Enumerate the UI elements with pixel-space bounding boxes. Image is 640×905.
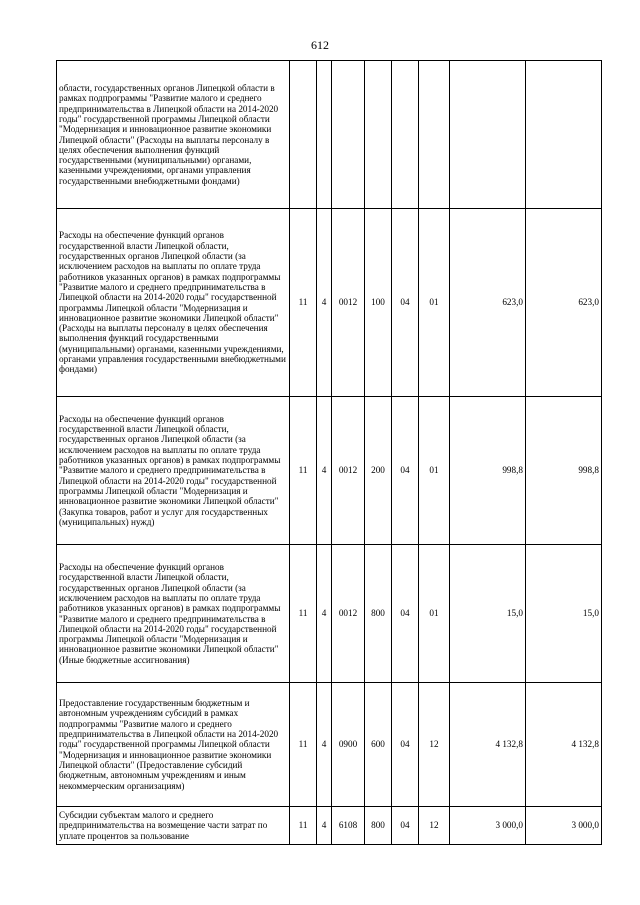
cell-code-5 <box>392 61 419 209</box>
cell-code-6: 01 <box>419 209 450 397</box>
cell-code-1 <box>290 61 317 209</box>
cell-amount-1: 15,0 <box>450 545 526 683</box>
cell-code-1: 11 <box>290 545 317 683</box>
cell-code-5: 04 <box>392 683 419 807</box>
cell-code-1: 11 <box>290 683 317 807</box>
cell-code-1: 11 <box>290 807 317 845</box>
cell-code-2: 4 <box>317 683 332 807</box>
cell-amount-1: 3 000,0 <box>450 807 526 845</box>
cell-amount-2 <box>526 61 602 209</box>
cell-code-4: 800 <box>365 545 392 683</box>
budget-table <box>56 60 602 845</box>
cell-code-6: 12 <box>419 807 450 845</box>
row-description: Предоставление государственным бюджетным и автономным учреждениям субсидий в рамках подпрограммы "Развитие малого и среднего предпринимательства в Липецкой области на 2014-2020 годы" государственной программы Липецкой области "Модернизация и инновационное развитие экономики Липецкой области" (Предоставление субсидий бюджетным, автономным учреждениям и иным некоммерческим организациям) <box>57 683 290 807</box>
table-row <box>57 683 602 807</box>
table-row <box>57 807 602 845</box>
cell-amount-2: 15,0 <box>526 545 602 683</box>
row-description: Расходы на обеспечение функций органов государственной власти Липецкой области, государственных органов Липецкой области (за исключением расходов на выплаты по оплате труда работников указанных органов) в рамках подпрограммы "Развитие малого и среднего предпринимательства в Липецкой области на 2014-2020 годы" государственной программы Липецкой области "Модернизация и инновационное развитие экономики Липецкой области" (Иные бюджетные ассигнования) <box>57 545 290 683</box>
cell-code-5: 04 <box>392 545 419 683</box>
page-number: 612 <box>311 38 329 52</box>
row-description: Расходы на обеспечение функций органов государственной власти Липецкой области, государственных органов Липецкой области (за исключением расходов на выплаты по оплате труда работников указанных органов) в рамках подпрограммы "Развитие малого и среднего предпринимательства в Липецкой области на 2014-2020 годы" государственной программы Липецкой области "Модернизация и инновационное развитие экономики Липецкой области" (Закупка товаров, работ и услуг для государственных (муниципальных) нужд) <box>57 397 290 545</box>
cell-code-4: 200 <box>365 397 392 545</box>
cell-code-2: 4 <box>317 807 332 845</box>
cell-code-2: 4 <box>317 209 332 397</box>
cell-amount-1: 998,8 <box>450 397 526 545</box>
cell-code-4: 100 <box>365 209 392 397</box>
cell-code-3: 0012 <box>332 545 365 683</box>
cell-code-1: 11 <box>290 397 317 545</box>
cell-code-6: 12 <box>419 683 450 807</box>
table-row <box>57 545 602 683</box>
cell-code-5: 04 <box>392 209 419 397</box>
cell-code-1: 11 <box>290 209 317 397</box>
cell-code-5: 04 <box>392 397 419 545</box>
cell-amount-2: 4 132,8 <box>526 683 602 807</box>
cell-code-3 <box>332 61 365 209</box>
cell-code-2 <box>317 61 332 209</box>
cell-code-6: 01 <box>419 545 450 683</box>
cell-code-4 <box>365 61 392 209</box>
cell-code-6: 01 <box>419 397 450 545</box>
row-description: области, государственных органов Липецкой области в рамках подпрограммы "Развитие малого и среднего предпринимательства в Липецкой области на 2014-2020 годы" государственной программы Липецкой области "Модернизация и инновационное развитие экономики Липецкой области" (Расходы на выплаты персоналу в целях обеспечения выполнения функций государственными (муниципальными) органами, казенными учреждениями, органами управления государственными внебюджетными фондами) <box>57 61 290 209</box>
table-row <box>57 61 602 209</box>
cell-code-3: 0900 <box>332 683 365 807</box>
table-row <box>57 397 602 545</box>
cell-amount-1: 623,0 <box>450 209 526 397</box>
cell-code-4: 800 <box>365 807 392 845</box>
cell-amount-2: 3 000,0 <box>526 807 602 845</box>
cell-code-2: 4 <box>317 545 332 683</box>
cell-amount-2: 998,8 <box>526 397 602 545</box>
table-row <box>57 209 602 397</box>
cell-amount-1: 4 132,8 <box>450 683 526 807</box>
cell-code-2: 4 <box>317 397 332 545</box>
cell-code-4: 600 <box>365 683 392 807</box>
cell-code-3: 6108 <box>332 807 365 845</box>
cell-amount-1 <box>450 61 526 209</box>
row-description: Субсидии субъектам малого и среднего предпринимательства на возмещение части затрат по уплате процентов за пользование <box>57 807 290 845</box>
cell-code-5: 04 <box>392 807 419 845</box>
row-description: Расходы на обеспечение функций органов государственной власти Липецкой области, государственных органов Липецкой области (за исключением расходов на выплаты по оплате труда работников указанных органов) в рамках подпрограммы "Развитие малого и среднего предпринимательства в Липецкой области на 2014-2020 годы" государственной программы Липецкой области "Модернизация и инновационное развитие экономики Липецкой области" (Расходы на выплаты персоналу в целях обеспечения выполнения функций государственными (муниципальными) органами, казенными учреждениями, органами управления государственными внебюджетными фондами) <box>57 209 290 397</box>
cell-code-6 <box>419 61 450 209</box>
cell-code-3: 0012 <box>332 209 365 397</box>
cell-amount-2: 623,0 <box>526 209 602 397</box>
cell-code-3: 0012 <box>332 397 365 545</box>
